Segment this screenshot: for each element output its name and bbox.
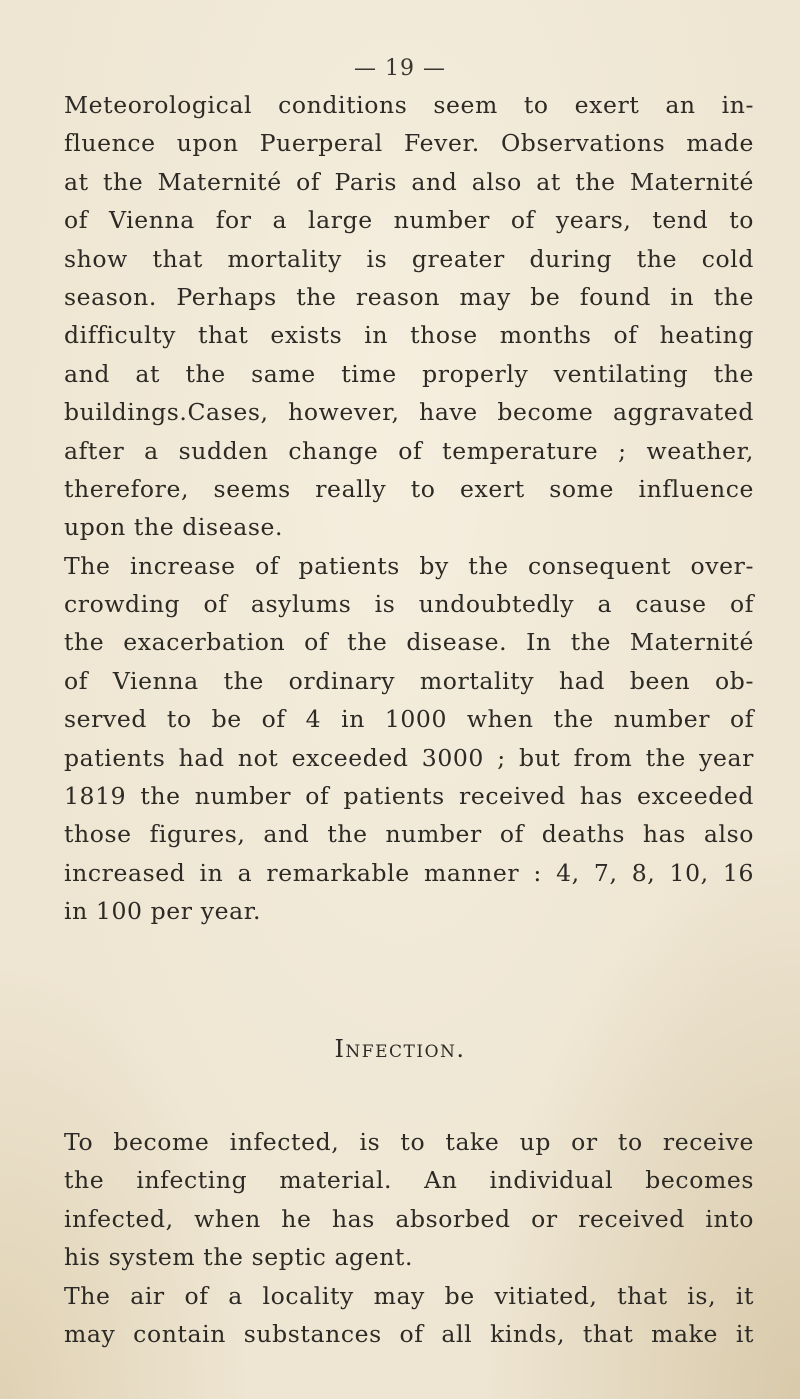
text-line: those figures, and the number of deaths has also [64, 820, 754, 849]
text-line: therefore, seems really to exert some influence [64, 474, 754, 503]
body-text-section-1 [64, 86, 754, 931]
text-line: The air of a locality may be vitiated, that is, it [64, 1281, 754, 1310]
text-line: fluence upon Puerperal Fever. Observations made [64, 129, 754, 158]
text-line: infected, when he has absorbed or received into [64, 1204, 754, 1233]
section-heading: Infection. [334, 1035, 466, 1063]
text-line: difficulty that exists in those months of heating [64, 321, 754, 350]
text-line: buildings.Cases, however, have become aggravated [64, 398, 754, 427]
text-line: of Vienna the ordinary mortality had been ob- [64, 666, 754, 695]
text-line: his system the septic agent. [64, 1243, 414, 1272]
text-line: may contain substances of all kinds, that make it [64, 1319, 754, 1348]
page-number: — 19 — [354, 56, 446, 81]
text-line: The increase of patients by the consequent over- [64, 551, 754, 580]
text-line: upon the disease. [64, 513, 284, 542]
text-line: served to be of 4 in 1000 when the number of [64, 705, 754, 734]
text-line: the infecting material. An individual becomes [64, 1166, 754, 1195]
text-line: in 100 per year. [64, 897, 262, 926]
text-line: To become infected, is to take up or to receive [64, 1128, 754, 1156]
text-line: at the Maternité of Paris and also at the Maternité [64, 167, 754, 196]
text-line: increased in a remarkable manner : 4, 7, 8, 10, 16 [64, 858, 754, 887]
text-line: crowding of asylums is undoubtedly a cause of [64, 590, 754, 619]
text-line: the exacerbation of the disease. In the Maternité [64, 628, 754, 657]
text-line: Meteorological conditions seem to exert an in- [64, 91, 754, 119]
text-line: after a sudden change of temperature ; weather, [64, 436, 754, 465]
text-line: of Vienna for a large number of years, tend to [64, 206, 754, 235]
text-line: and at the same time properly ventilating the [64, 359, 754, 388]
text-line: 1819 the number of patients received has exceeded [64, 782, 754, 811]
body-text-section-2 [64, 1123, 754, 1353]
text-line: show that mortality is greater during the cold [64, 244, 754, 273]
text-line: season. Perhaps the reason may be found in the [64, 282, 754, 311]
text-line: patients had not exceeded 3000 ; but from the year [64, 743, 754, 772]
